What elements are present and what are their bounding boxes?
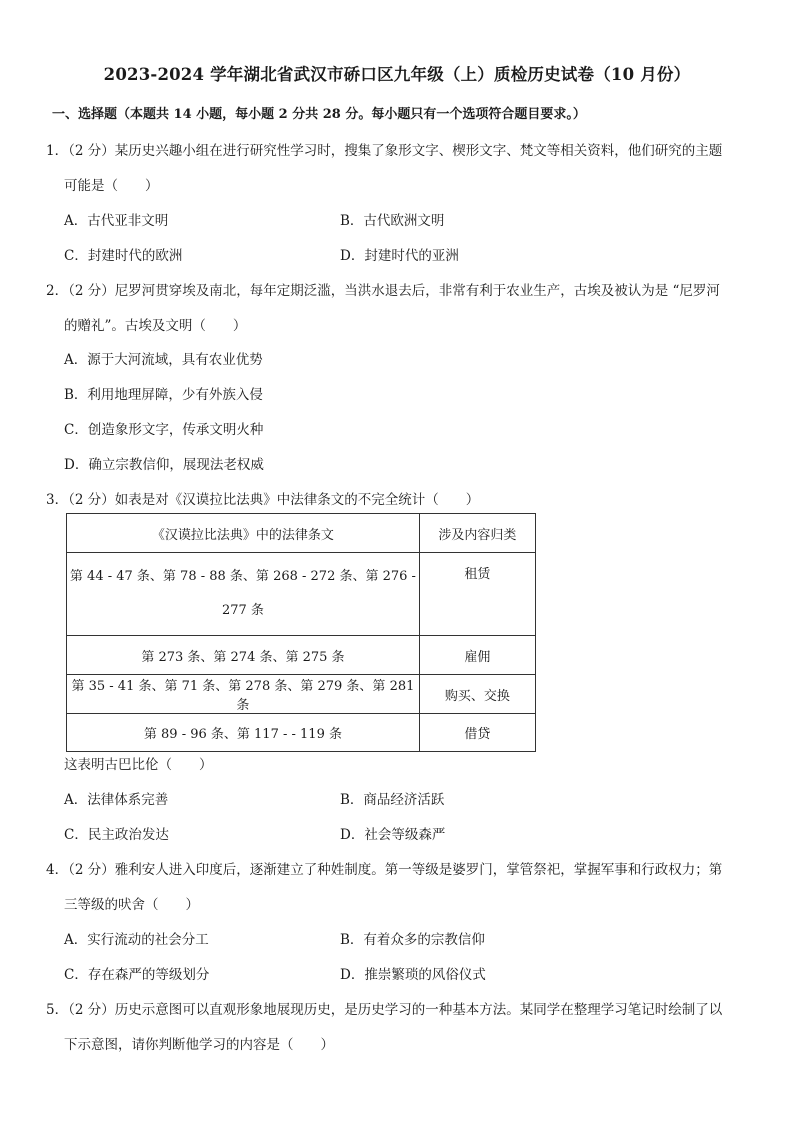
question-3-option-c: C．民主政治发达: [64, 827, 169, 843]
question-4-stem-line-1: 4．（2 分）雅利安人进入印度后，逐渐建立了种姓制度。第一等级是婆罗门，掌管祭祀，掌握军事和行政权力；第: [46, 862, 723, 878]
question-2-option-a: A．源于大河流域，具有农业优势: [64, 352, 263, 368]
table-cell-line: 第 44 - 47 条、第 78 - 88 条、第 268 - 272 条、第 276 -: [69, 569, 416, 584]
question-1-stem-line-1: 1．（2 分）某历史兴趣小组在进行研究性学习时，搜集了象形文字、楔形文字、梵文等相关资料，他们研究的主题: [46, 143, 723, 159]
table-header-row: [67, 514, 536, 553]
question-1-option-d: D．封建时代的亚洲: [340, 248, 459, 264]
table-cell-line: 277 条: [221, 603, 264, 618]
question-4-option-d: D．推崇繁琐的风俗仪式: [340, 967, 486, 983]
question-2-option-c: C．创造象形文字，传承文明火种: [64, 422, 264, 438]
table-cell: 租赁: [419, 553, 535, 636]
question-1-option-a: A．古代亚非文明: [64, 213, 169, 229]
question-2-option-d: D．确立宗教信仰，展现法老权威: [64, 457, 264, 473]
question-5-stem-line-2: 下示意图，请你判断他学习的内容是（ ）: [64, 1037, 334, 1053]
table-cell: 第 273 条、第 274 条、第 275 条: [67, 636, 420, 675]
table-row: [67, 636, 536, 675]
question-2-stem-line-2: 的赠礼”。古埃及文明（ ）: [64, 318, 247, 334]
table-row: [67, 553, 536, 636]
question-4-stem-line-2: 三等级的吠舍（ ）: [64, 897, 199, 913]
question-2-stem-line-1: 2．（2 分）尼罗河贯穿埃及南北，每年定期泛滥，当洪水退去后，非常有利于农业生产，古埃及被认为是 “尼罗河: [46, 283, 720, 299]
question-2-option-b: B．利用地理屏障，少有外族入侵: [64, 387, 263, 403]
table-cell: 雇佣: [419, 636, 535, 675]
page-title: 2023-2024 学年湖北省武汉市硚口区九年级（上）质检历史试卷（10 月份）: [103, 65, 691, 84]
table-header-cell: 涉及内容归类: [419, 514, 535, 553]
table-cell: [67, 553, 420, 636]
question-3-option-d: D．社会等级森严: [340, 827, 446, 843]
question-1-stem-line-2: 可能是（ ）: [64, 178, 159, 194]
table-cell: 借贷: [419, 714, 535, 752]
table-row: [67, 714, 536, 752]
question-4-option-b: B．有着众多的宗教信仰: [340, 932, 485, 948]
section-heading: 一、选择题（本题共 14 小题，每小题 2 分共 28 分。每小题只有一个选项符合题目要求。）: [52, 107, 586, 122]
question-4-option-c: C．存在森严的等级划分: [64, 967, 210, 983]
table-cell: 第 35 - 41 条、第 71 条、第 278 条、第 279 条、第 281 条: [67, 675, 420, 714]
table-header-cell: 《汉谟拉比法典》中的法律条文: [67, 514, 420, 553]
question-3-followup: 这表明古巴比伦（ ）: [64, 757, 213, 773]
table-cell: 第 89 - 96 条、第 117 - - 119 条: [67, 714, 420, 752]
question-5-stem-line-1: 5．（2 分）历史示意图可以直观形象地展现历史，是历史学习的一种基本方法。某同学在整理学习笔记时绘制了以: [46, 1002, 723, 1018]
question-3-option-a: A．法律体系完善: [64, 792, 169, 808]
question-1-option-c: C．封建时代的欧洲: [64, 248, 183, 264]
question-1-option-b: B．古代欧洲文明: [340, 213, 445, 229]
table-row: [67, 675, 536, 714]
question-3-stem: 3．（2 分）如表是对《汉谟拉比法典》中法律条文的不完全统计（ ）: [46, 492, 480, 508]
law-statistics-table: [66, 513, 536, 752]
question-4-option-a: A．实行流动的社会分工: [64, 932, 209, 948]
table-cell: 购买、交换: [419, 675, 535, 714]
question-3-option-b: B．商品经济活跃: [340, 792, 445, 808]
